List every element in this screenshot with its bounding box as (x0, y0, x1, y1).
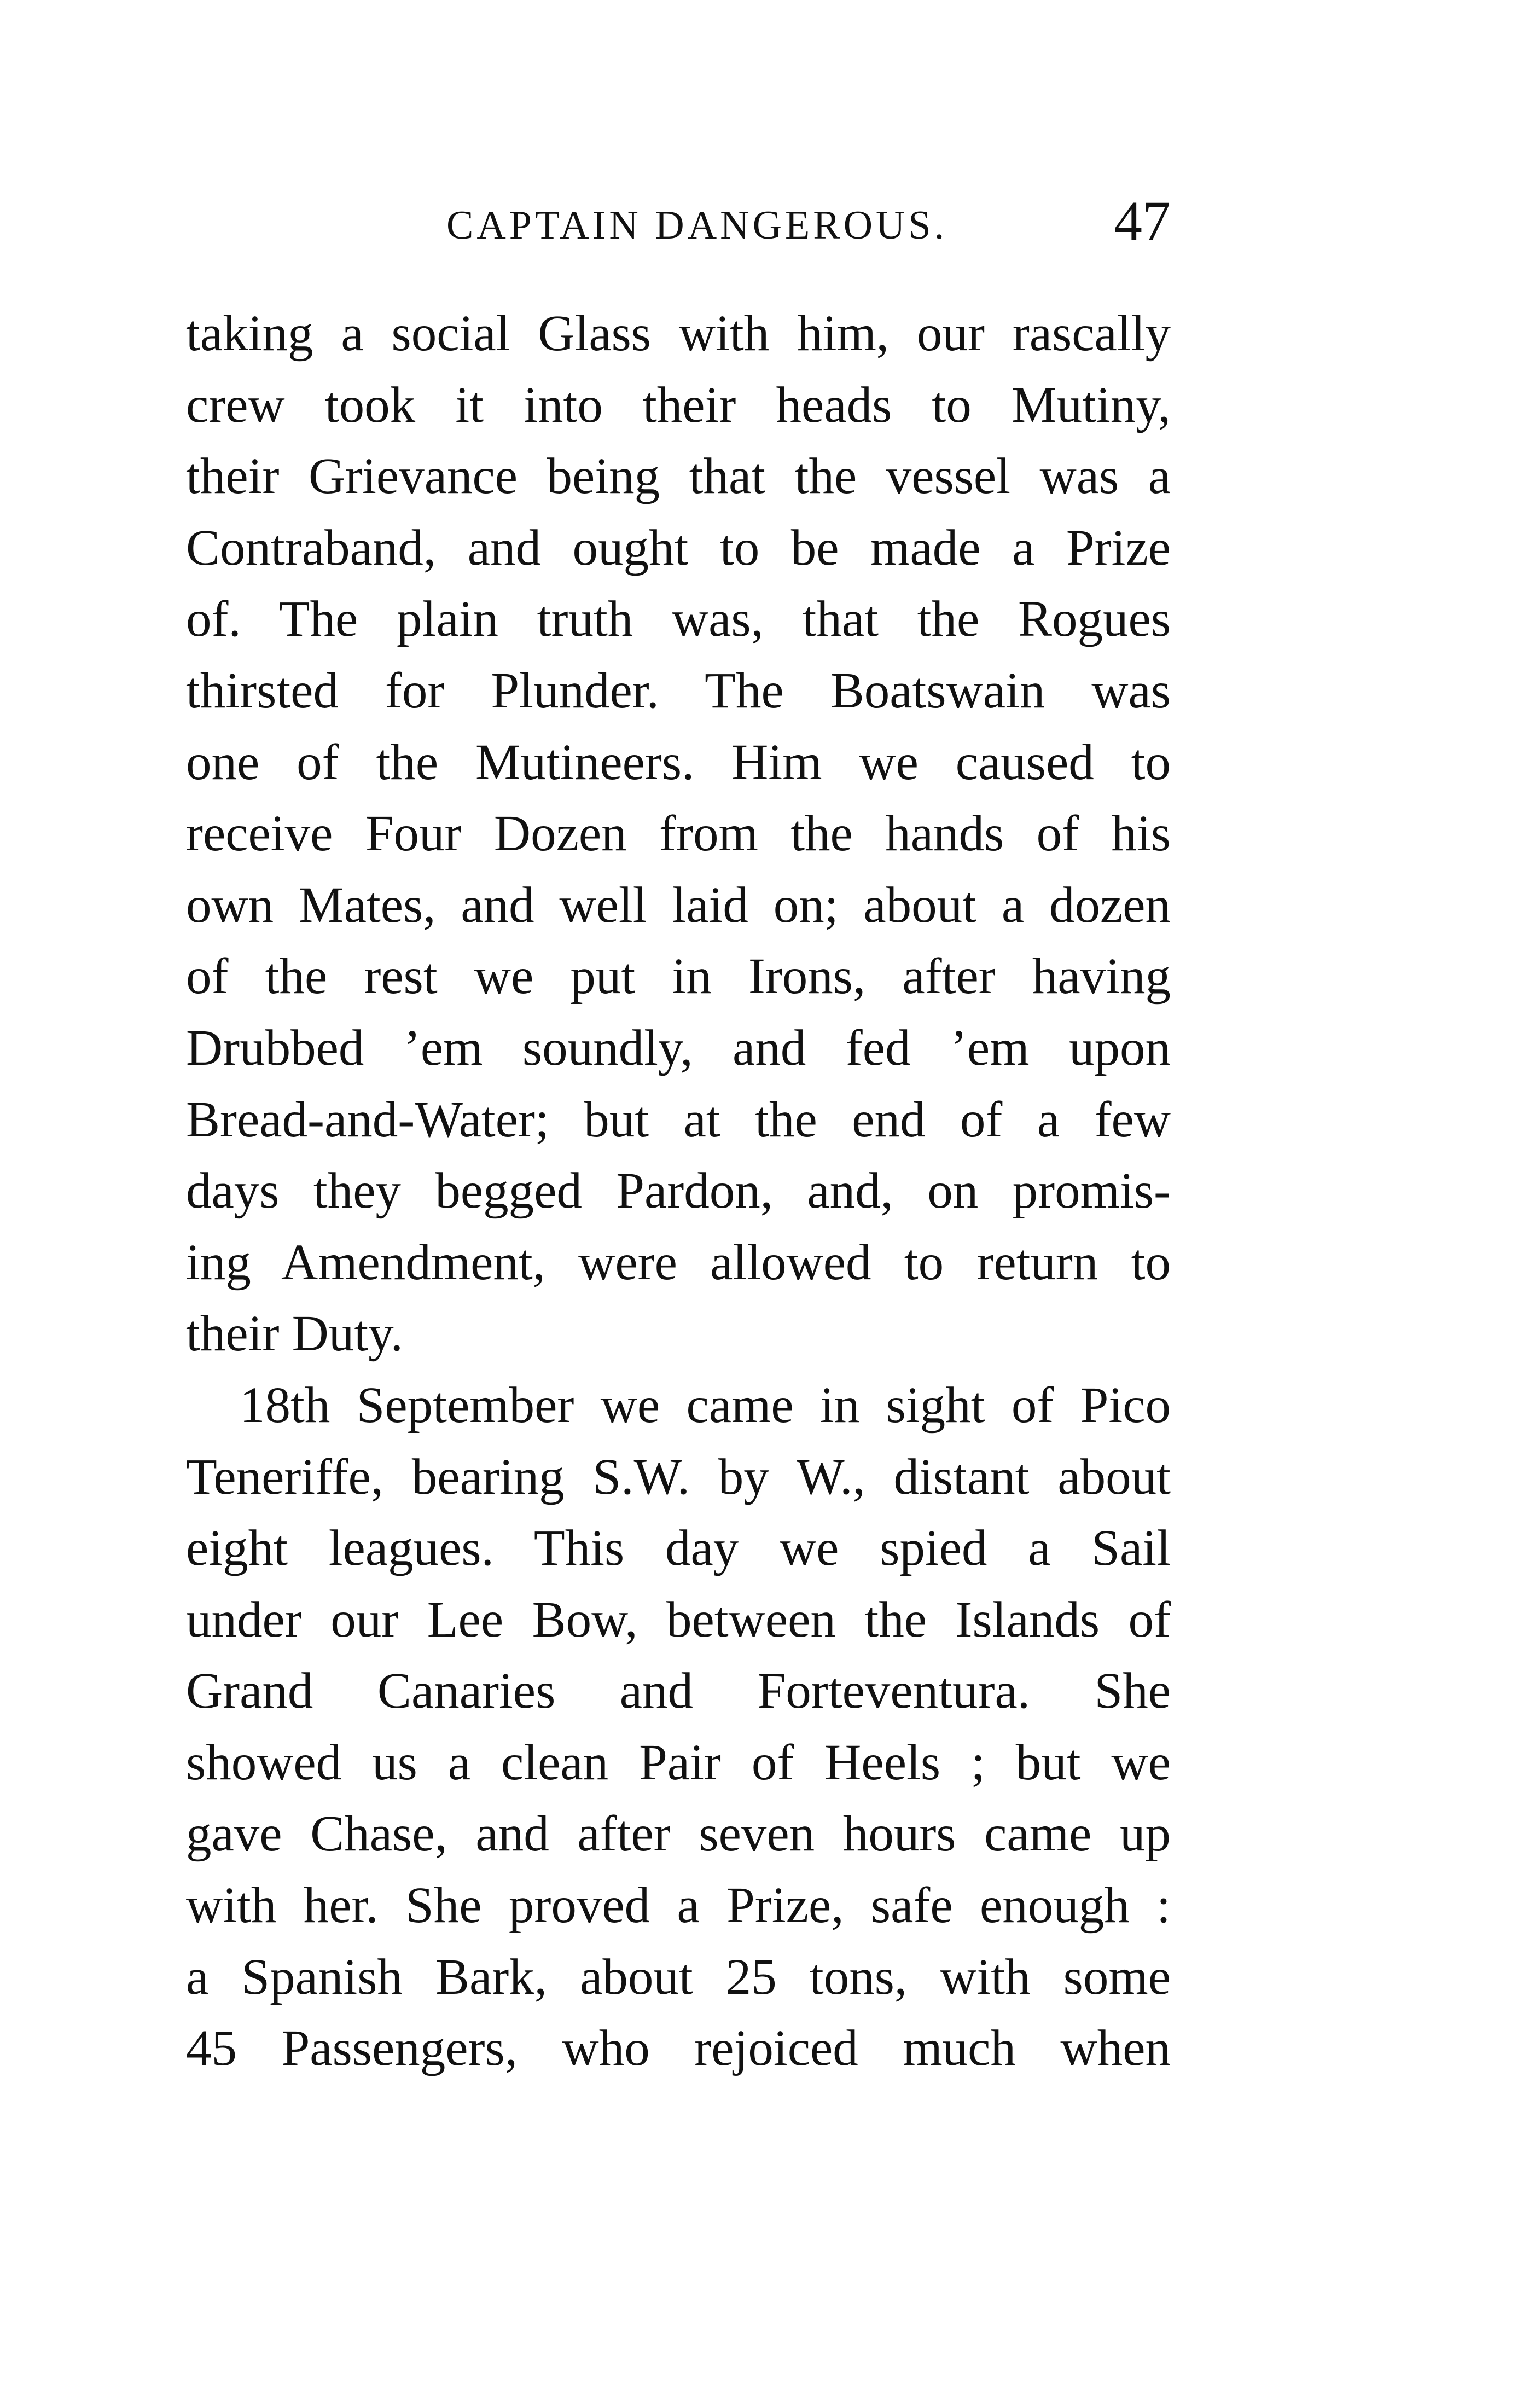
text-line: one of the Mutineers. Him we caused to (186, 734, 1171, 791)
running-title: CAPTAIN DANGEROUS. (446, 203, 948, 248)
paragraph-start-line: 18th September we came in sight of Pico (240, 1377, 1171, 1434)
page-number: 47 (1114, 190, 1171, 253)
text-line: 45 Passengers, who rejoiced much when (186, 2020, 1171, 2077)
text-line: with her. She proved a Prize, safe enough : (186, 1877, 1171, 1934)
text-line: under our Lee Bow, between the Islands of (186, 1591, 1171, 1648)
text-line: their Grievance being that the vessel was a (186, 448, 1171, 505)
text-line: Drubbed ’em soundly, and fed ’em upon (186, 1019, 1171, 1076)
running-head (186, 189, 1171, 254)
text-line: own Mates, and well laid on; about a dozen (186, 877, 1171, 933)
text-line: Contraband, and ought to be made a Prize (186, 519, 1171, 576)
text-line: eight leagues. This day we spied a Sail (186, 1520, 1171, 1577)
text-line: Grand Canaries and Forteventura. She (186, 1663, 1171, 1720)
text-line: thirsted for Plunder. The Boatswain was (186, 662, 1171, 719)
text-line: taking a social Glass with him, our rascally (186, 305, 1171, 362)
text-line: crew took it into their heads to Mutiny, (186, 376, 1171, 433)
text-line: a Spanish Bark, about 25 tons, with some (186, 1948, 1171, 2005)
text-line: ing Amendment, were allowed to return to (186, 1234, 1171, 1291)
text-line: gave Chase, and after seven hours came up (186, 1806, 1171, 1862)
body-text (186, 298, 1171, 2085)
text-line: of. The plain truth was, that the Rogues (186, 591, 1171, 648)
text-line: Bread-and-Water; but at the end of a few (186, 1091, 1171, 1148)
paragraph-end-line: their Duty. (186, 1305, 403, 1362)
text-line: showed us a clean Pair of Heels ; but we (186, 1734, 1171, 1791)
text-line: of the rest we put in Irons, after having (186, 948, 1171, 1005)
text-line: Teneriffe, bearing S.W. by W., distant about (186, 1448, 1171, 1505)
text-line: days they begged Pardon, and, on promis- (186, 1163, 1171, 1220)
text-line: receive Four Dozen from the hands of his (186, 805, 1171, 862)
